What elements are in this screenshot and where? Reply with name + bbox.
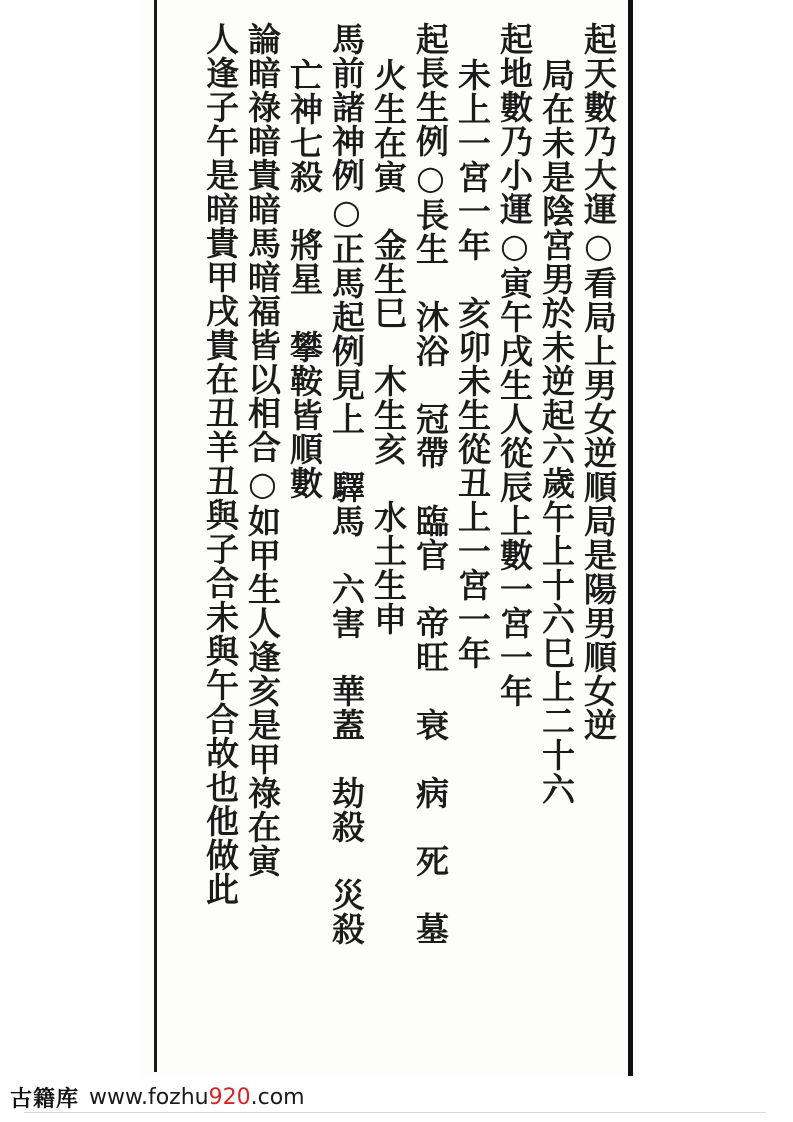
right-border-line [628,0,633,1076]
site-name: 古籍库 [10,1086,80,1112]
text-column-1: 起天數乃大運○看局上男女逆順局是陽男順女逆 [579,22,618,742]
site-url-prefix: www.fozhu [89,1084,209,1110]
site-url-suffix: .com [250,1084,305,1110]
text-column-5: 起長生例○長生 沐浴 冠帶 臨官 帝旺 衰 病 死 墓 [411,22,450,946]
left-border-line [154,0,157,1072]
text-column-2: 局在未是陰宮男於未逆起六歲午上十六巳上二十六 [537,58,576,806]
watermark-footer [10,1080,305,1114]
text-column-6: 火生在寅 金生巳 木生亥 水土生申 [369,58,408,636]
text-column-10: 人逢子午是暗貴甲戌貴在丑羊丑與子合未與午合故也他做此 [201,22,240,906]
vertical-text-block [168,22,618,1062]
site-url-highlight: 920 [208,1084,251,1110]
text-column-7: 馬前諸神例○正馬起例見上 驛馬 六害 華蓋 劫殺 災殺 [327,22,366,946]
text-column-3: 起地數乃小運○寅午戌生人從辰上數一宮一年 [495,22,534,708]
text-column-8: 亡神七殺 將星 攀鞍皆順數 [285,58,324,500]
footer-divider [24,1112,766,1113]
text-column-4: 未上一宮一年 亥卯未生從丑上一宮一年 [453,58,492,670]
text-column-9: 論暗祿暗貴暗馬暗福皆以相合○如甲生人逢亥是甲祿在寅 [243,22,282,878]
